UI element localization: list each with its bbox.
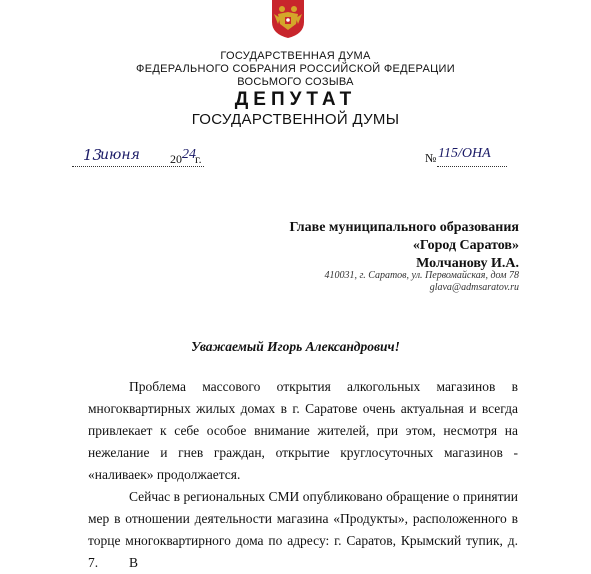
date-year-handwritten: 24 [182,147,196,162]
header-deputy-title: ДЕПУТАТ [234,89,357,110]
date-day-handwritten: 13 [83,146,103,164]
addressee-email: glava@admsaratov.ru [429,282,519,293]
number-handwritten: 115/ОНА [438,146,491,161]
date-year-prefix: 20 [170,152,182,166]
header-duma: ГОСУДАРСТВЕННАЯ ДУМА [220,50,371,62]
header-federal-assembly: ФЕДЕРАЛЬНОГО СОБРАНИЯ РОССИЙСКОЙ ФЕДЕРАЦИИ [136,63,455,75]
body-paragraph-3: В [129,555,139,570]
addressee-address: 410031, г. Саратов, ул. Первомайская, дом 78 [324,270,519,281]
coat-of-arms-icon [268,0,308,38]
number-label: № [425,151,437,165]
addressee-position: Главе муниципального образования [289,220,519,235]
addressee-organization: «Город Саратов» [412,238,519,253]
body-paragraph-2: Сейчас в региональных СМИ опубликовано обращение о принятии мер в отношении деятельности магазина «Продукты», расположенного в торце многоквартирного дома по адресу: г. Саратов, Крымский тупик, д. 7. [88,489,518,570]
date-year-suffix: г. [195,152,202,166]
greeting: Уважаемый Игорь Александрович! [191,339,400,354]
addressee-name: Молчанову И.А. [416,256,519,271]
header-deputy-subtitle: ГОСУДАРСТВЕННОЙ ДУМЫ [191,111,400,128]
date-underline [72,166,204,167]
date-month-handwritten: июня [100,147,140,163]
header-convocation: ВОСЬМОГО СОЗЫВА [237,76,354,88]
body-paragraph-1: Проблема массового открытия алкогольных магазинов в многоквартирных жилых домах в г. Саратове очень актуальная и всегда привлекает к себе особое внимание жителей, при этом, несмотря на нежелание и гнев граждан, открытие круглосуточных магазинов - «наливаек» продолжается. [88,379,518,482]
number-underline [437,166,507,167]
